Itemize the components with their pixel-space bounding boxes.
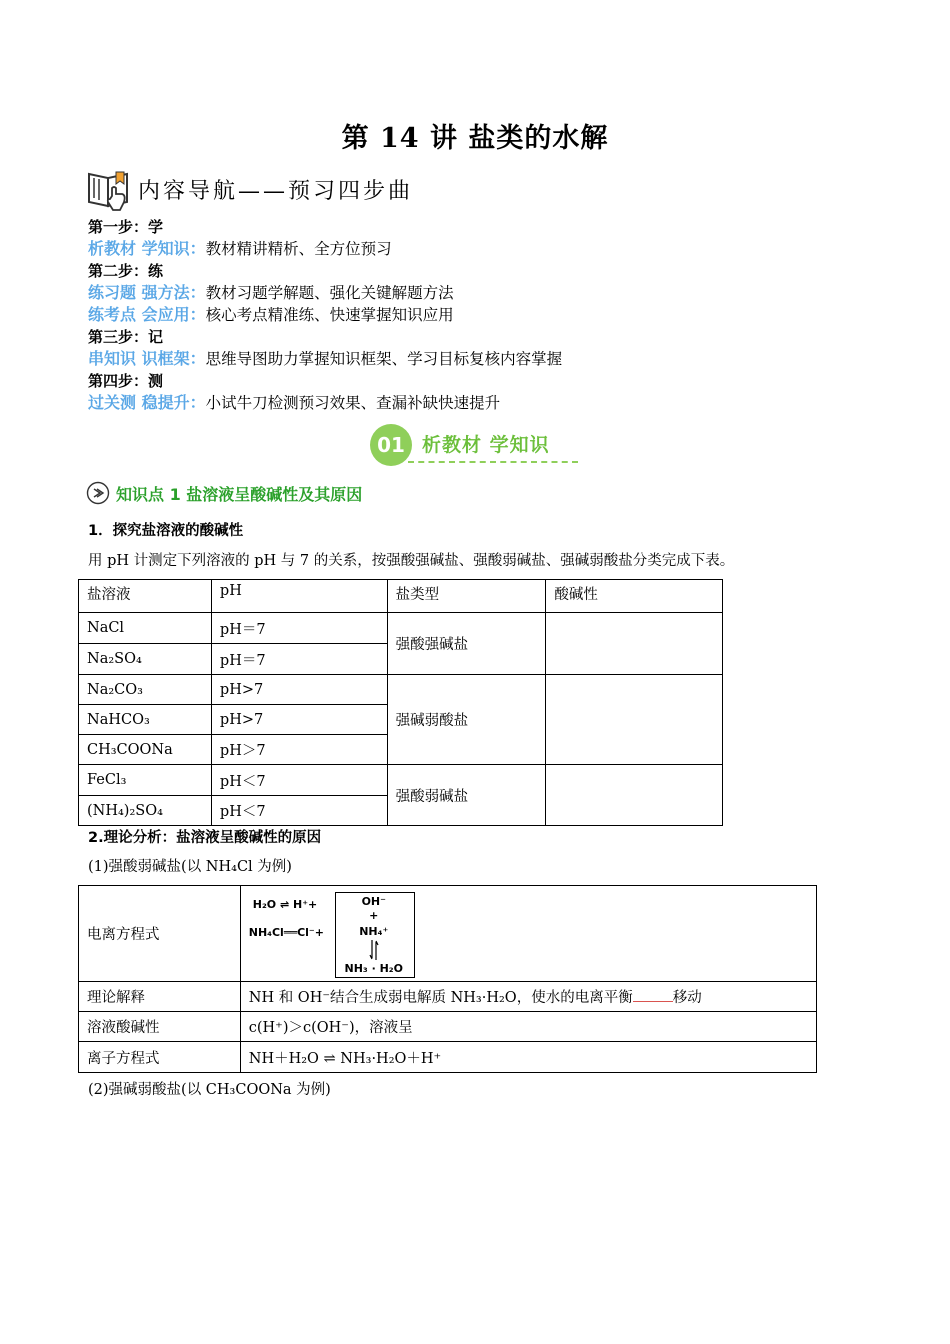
step-3-item: 串知识 识框架：思维导图助力掌握知识框架、学习目标复核内容掌握 <box>88 349 563 368</box>
row-label: 溶液酸碱性 <box>79 1012 241 1042</box>
section-badge <box>370 424 585 466</box>
table-row <box>79 1012 817 1042</box>
header-salt-type: 盐类型 <box>387 580 546 613</box>
table-row <box>79 613 723 644</box>
chevron-circle-icon <box>86 481 110 505</box>
eq-left-1: H₂O ⇌ H⁺+ <box>252 897 318 911</box>
badge-underline <box>408 461 578 463</box>
step-2b-item: 练考点 会应用：核心考点精准练、快速掌握知识应用 <box>88 305 454 324</box>
step-2-title: 第二步：练 <box>88 262 164 280</box>
salt-type-cell: 强碱弱酸盐 <box>387 675 546 765</box>
equilibrium-arrow-icon <box>369 940 379 960</box>
section1-heading: 1．探究盐溶液的酸碱性 <box>88 523 244 539</box>
salt-type-cell: 强酸弱碱盐 <box>387 765 546 826</box>
salt-cell: NaCl <box>79 613 212 644</box>
salt-cell: NaHCO₃ <box>79 705 212 735</box>
table-row <box>79 886 817 982</box>
row-label: 理论解释 <box>79 982 241 1012</box>
theory-table <box>78 885 817 1073</box>
content-nav-header <box>86 166 413 212</box>
badge-label: 析教材 学知识 <box>422 434 550 456</box>
step-1-title: 第一步：学 <box>88 218 164 236</box>
eq-right-2: + <box>369 908 379 922</box>
section2-sub1: (1)强酸弱碱盐(以 NH₄Cl 为例) <box>88 859 292 875</box>
salt-cell: (NH₄)₂SO₄ <box>79 796 212 826</box>
eq-right-3: NH₄⁺ <box>359 924 389 938</box>
ph-cell: pH>7 <box>211 705 387 735</box>
ph-cell: pH＜7 <box>211 765 387 796</box>
salt-cell: CH₃COONa <box>79 735 212 765</box>
step-1-item: 析教材 学知识：教材精讲精析、全方位预习 <box>88 239 392 258</box>
knowledge-point-header <box>86 481 362 505</box>
section2-heading: 2.理论分析：盐溶液呈酸碱性的原因 <box>88 830 322 846</box>
acidity-blank-cell[interactable] <box>546 765 723 826</box>
table-row <box>79 1042 817 1073</box>
ph-cell: pH＜7 <box>211 796 387 826</box>
badge-number: 01 <box>370 424 412 466</box>
salt-cell: Na₂CO₃ <box>79 675 212 705</box>
step-4-item: 过关测 稳提升：小试牛刀检测预习效果、查漏补缺快速提升 <box>88 393 501 412</box>
salt-cell: Na₂SO₄ <box>79 644 212 675</box>
table-row <box>79 765 723 796</box>
steps-list <box>88 216 562 414</box>
table-row <box>79 675 723 705</box>
row-content: NH 和 OH⁻结合生成弱电解质 NH₃·H₂O，使水的电离平衡 移动 <box>240 982 816 1012</box>
table-row <box>79 982 817 1012</box>
acidity-blank-cell[interactable] <box>546 613 723 675</box>
acidity-blank-cell[interactable] <box>546 675 723 765</box>
row-content: NH＋H₂O ⇌ NH₃·H₂O＋H⁺ <box>240 1042 816 1073</box>
step-3-title: 第三步：记 <box>88 328 164 346</box>
answer-blank[interactable] <box>633 987 673 1002</box>
ph-cell: pH＝7 <box>211 644 387 675</box>
nav-heading: 内容导航——预习四步曲 <box>138 178 414 204</box>
ph-cell: pH＝7 <box>211 613 387 644</box>
row-label: 离子方程式 <box>79 1042 241 1073</box>
eq-right-4: NH₃ · H₂O <box>344 961 403 975</box>
salt-cell: FeCl₃ <box>79 765 212 796</box>
section1-intro: 用 pH 计测定下列溶液的 pH 与 7 的关系，按强酸强碱盐、强酸弱碱盐、强碱弱酸盐分类完成下表。 <box>88 553 735 569</box>
header-acidity: 酸碱性 <box>546 580 723 613</box>
knowledge-point-title: 知识点 1 盐溶液呈酸碱性及其原因 <box>116 484 363 504</box>
open-book-icon <box>86 166 134 212</box>
section2-sub2: (2)强碱弱酸盐(以 CH₃COONa 为例) <box>88 1082 331 1098</box>
ph-cell: pH>7 <box>211 675 387 705</box>
eq-right-1: OH⁻ <box>361 894 386 908</box>
row-label: 电离方程式 <box>79 886 241 982</box>
header-ph: pH <box>211 580 387 613</box>
page-title: 第 14 讲 盐类的水解 <box>341 123 609 154</box>
salt-ph-table <box>78 579 723 826</box>
table-header-row <box>79 580 723 613</box>
eq-left-2: NH₄Cl══Cl⁻+ <box>248 925 324 939</box>
header-salt: 盐溶液 <box>79 580 212 613</box>
step-2-item: 练习题 强方法：教材习题学解题、强化关键解题方法 <box>88 283 454 302</box>
ionization-diagram <box>249 890 419 978</box>
salt-type-cell: 强酸强碱盐 <box>387 613 546 675</box>
row-content: c(H⁺)＞c(OH⁻)，溶液呈 <box>240 1012 816 1042</box>
step-4-title: 第四步：测 <box>88 372 164 390</box>
ph-cell: pH＞7 <box>211 735 387 765</box>
